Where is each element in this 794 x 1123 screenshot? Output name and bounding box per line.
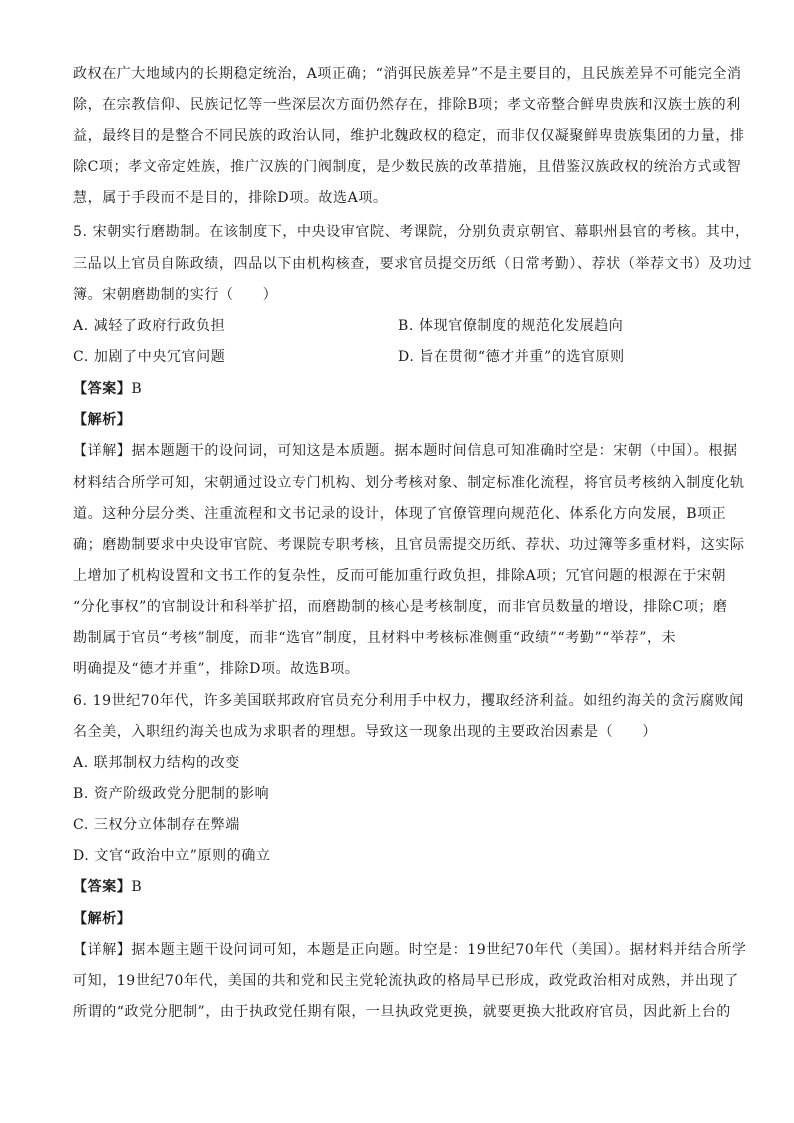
paragraph-line: 除，在宗教信仰、民族记忆等一些深层次方面仍然存在，排除B项；孝文帝整合鲜卑贵族和汉族士族的利 (73, 97, 741, 113)
question-5-stem: 三品以上官员自陈政绩，四品以下由机构核查，要求官员提交历纸（日常考勤）、荐状（举荐文书）及功过 (73, 256, 753, 272)
paragraph-line: 政权在广大地域内的长期稳定统治，A项正确；“消弭民族差异”不是主要目的，且民族差异不可能完全消 (73, 66, 742, 82)
question-5-stem: 簿。宋朝磨勘制的实行（ ） (73, 287, 278, 303)
answer-value: B (131, 879, 143, 895)
q5-detail-line: 上增加了机构设置和文书工作的复杂性，反而可能加重行政负担，排除A项；冗官问题的根源在于宋朝 (73, 568, 727, 584)
q5-detail-line: 确；磨勘制要求中央设审官院、考课院专职考核，且官员需提交历纸、荐状、功过簿等多重材料，这实际 (73, 537, 745, 553)
q5-analysis-tag: 【解析】 (73, 412, 132, 428)
q6-detail-line: 【详解】据本题主题干设问词可知，本题是正向题。时空是：19世纪70年代（美国）。据材料并结合所学 (73, 942, 747, 958)
q5-option-c: C. 加剧了中央冗官问题 (73, 349, 226, 365)
q5-option-a: A. 减轻了政府行政负担 (73, 318, 226, 334)
q5-detail-line: 道。这种分层分类、注重流程和文书记录的设计，体现了官僚管理向规范化、体系化方向发展，B项正 (73, 506, 727, 522)
paragraph-line: 除C项；孝文帝定姓族，推广汉族的门阀制度，是少数民族的改革措施，且借鉴汉族政权的统治方式或智 (73, 159, 742, 175)
q6-detail-line: 可知，19世纪70年代，美国的共和党和民主党轮流执政的格局早已形成，政党政治相对成熟，并出现了 (73, 973, 739, 989)
q5-answer (73, 379, 142, 399)
paragraph-line: 益，最终目的是整合不同民族的政治认同，维护北魏政权的稳定，而非仅仅凝聚鲜卑贵族集团的力量，排 (73, 128, 745, 144)
q6-analysis-tag: 【解析】 (73, 911, 132, 927)
q6-option-c: C. 三权分立体制存在弊端 (73, 817, 240, 833)
q6-option-d: D. 文官“政治中立”原则的确立 (73, 848, 271, 864)
question-6-stem: 6. 19世纪70年代，许多美国联邦政府官员充分利用手中权力，攫取经济利益。如纽约海关的贪污腐败闻 (73, 693, 744, 709)
q5-option-b: B. 体现官僚制度的规范化发展趋向 (398, 318, 624, 334)
question-5-stem: 5. 宋朝实行磨勘制。在该制度下，中央设审官院、考课院，分别负责京朝官、幕职州县官的考核。其中， (73, 224, 750, 240)
q5-detail-line: 勘制属于官员“考核”制度，而非“选官”制度，且材料中考核标准侧重“政绩”“考勤”“举荐”，未 (73, 630, 677, 646)
q6-option-a: A. 联邦制权力结构的改变 (73, 755, 240, 771)
question-6-stem: 名全美，入职纽约海关也成为求职者的理想。导致这一现象出现的主要政治因素是（ ） (73, 724, 657, 740)
answer-value: B (131, 381, 143, 397)
q5-option-d: D. 旨在贯彻“德才并重”的选官原则 (398, 349, 625, 365)
q6-option-b: B. 资产阶级政党分肥制的影响 (73, 786, 270, 802)
answer-tag: 【答案】 (73, 381, 132, 397)
paragraph-line: 慧，属于手段而不是目的，排除D项。故选A项。 (73, 190, 388, 206)
answer-tag: 【答案】 (73, 879, 132, 895)
q5-detail-line: “分化事权”的官制设计和科举扩招，而磨勘制的核心是考核制度，而非官员数量的增设，排除C项；磨 (73, 599, 728, 615)
q5-detail-line: 【详解】据本题题干的设问词，可知这是本质题。据本题时间信息可知准确时空是：宋朝（中国）。根据 (73, 443, 738, 459)
q5-detail-line: 材料结合所学可知，宋朝通过设立专门机构、划分考核对象、制定标准化流程，将官员考核纳入制度化轨 (73, 475, 745, 491)
q6-answer (73, 877, 142, 897)
q5-detail-line: 明确提及“德才并重”，排除D项。故选B项。 (73, 661, 360, 677)
q6-detail-line: 所谓的“政党分肥制”，由于执政党任期有限，一旦执政党更换，就要更换大批政府官员，因此新上台的 (73, 1004, 731, 1020)
